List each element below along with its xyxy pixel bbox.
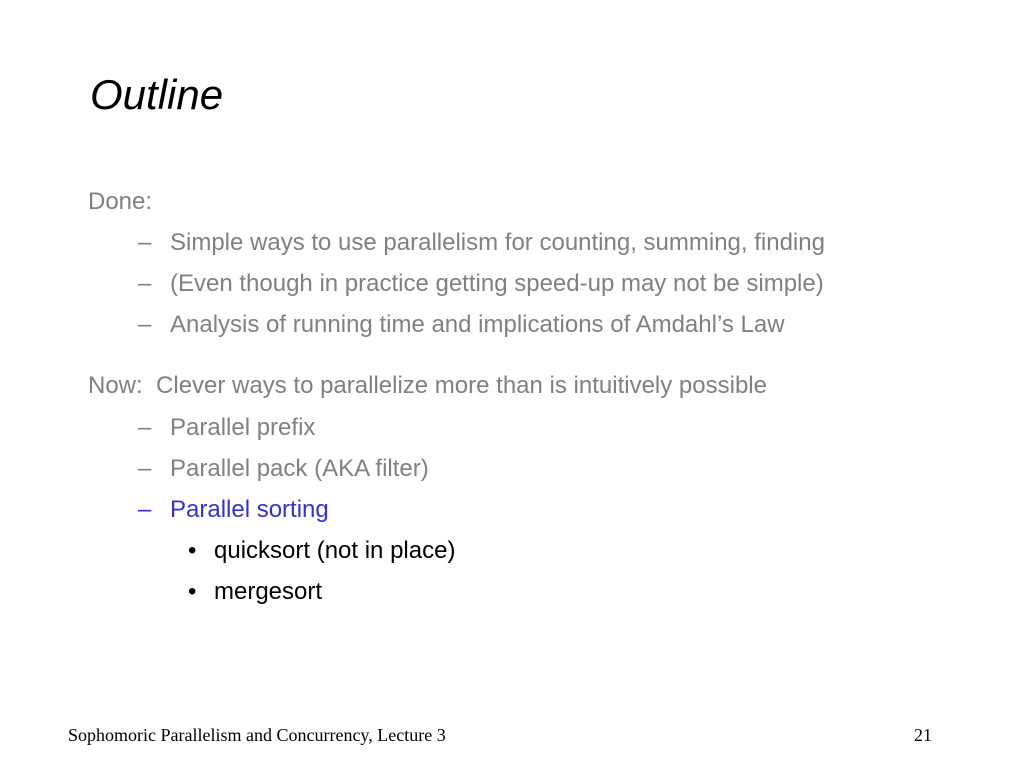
done-item-text: Analysis of running time and implications of Amdahl’s Law [170,311,785,338]
bullet-marker: • [188,578,197,605]
dash-marker: – [138,496,152,523]
footer-page-number: 21 [914,725,932,745]
subitem-text: mergesort [214,578,323,605]
now-item-text: Parallel pack (AKA filter) [170,455,429,482]
now-item-1 [138,414,315,442]
done-item-3 [138,311,785,339]
now-item-text: Parallel prefix [170,414,316,441]
dash-marker: – [138,229,152,256]
done-heading: Done: [88,188,153,215]
dash-marker: – [138,311,152,338]
sorting-subitem-2 [188,578,322,606]
slide-title: Outline [90,71,224,118]
sorting-subitem-1 [188,537,455,565]
done-item-text: (Even though in practice getting speed-up may not be simple) [170,270,824,297]
now-heading [88,372,767,400]
dash-marker: – [138,414,152,441]
now-item-2 [138,455,429,483]
now-item-3-highlighted [138,496,329,524]
done-item-text: Simple ways to use parallelism for counting, summing, finding [170,229,825,256]
dash-marker: – [138,270,152,297]
now-item-text: Parallel sorting [170,496,329,523]
dash-marker: – [138,455,152,482]
now-text: Clever ways to parallelize more than is intuitively possible [156,372,767,399]
bullet-marker: • [188,537,197,564]
done-item-1 [138,229,825,257]
subitem-text: quicksort (not in place) [214,537,456,564]
now-label: Now: [88,372,143,399]
footer-course-title: Sophomoric Parallelism and Concurrency, Lecture 3 [68,725,446,745]
done-item-2 [138,270,824,298]
